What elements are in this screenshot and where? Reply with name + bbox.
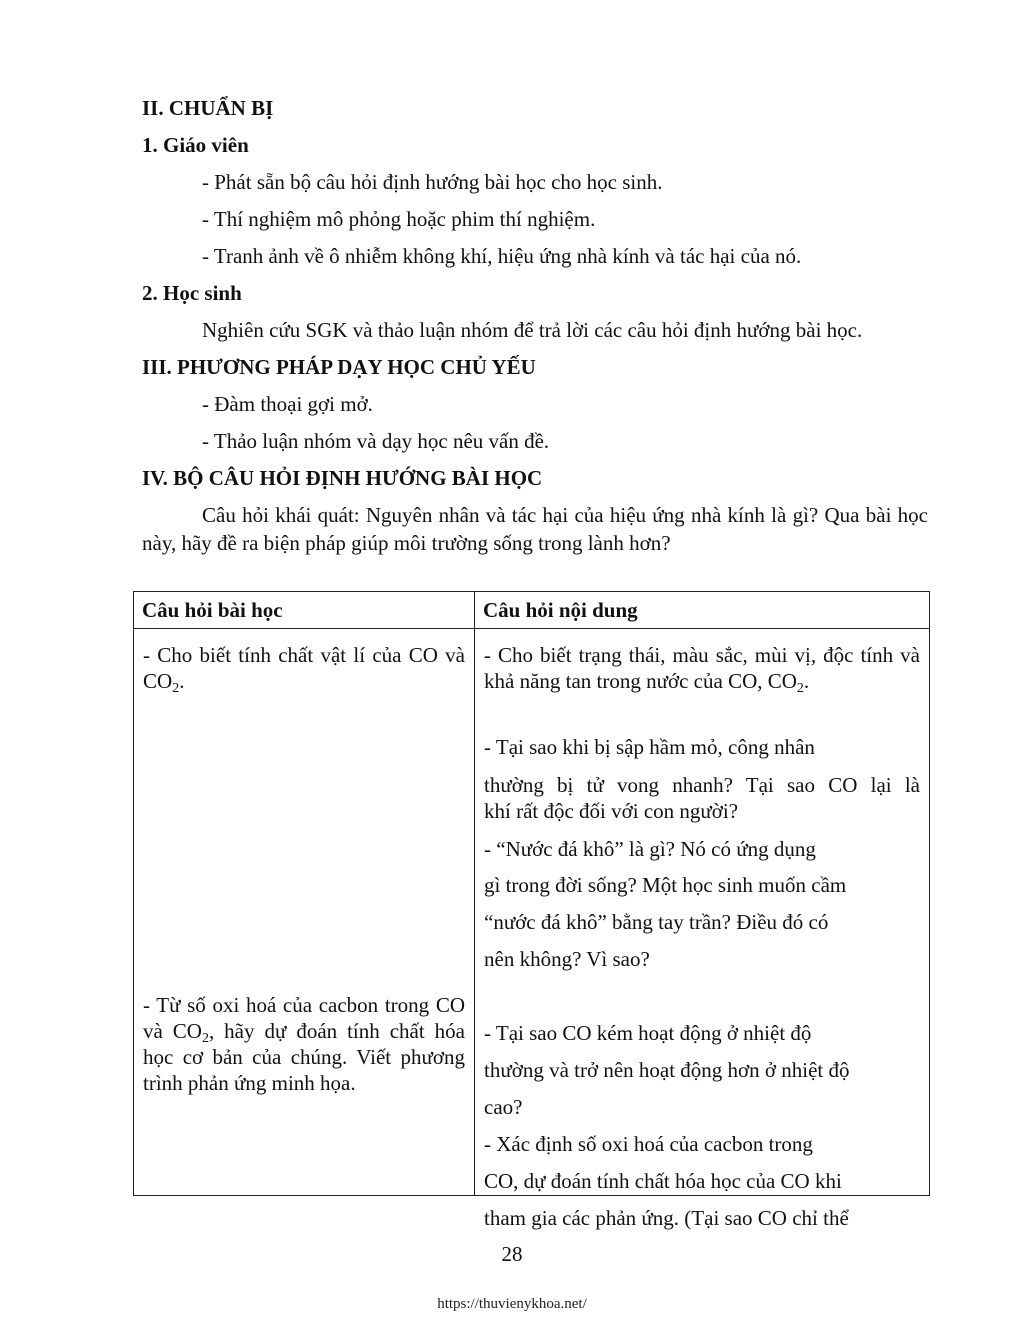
content-question-line: cao?: [484, 1095, 523, 1119]
document-body: [142, 94, 928, 557]
subheading-student: 2. Học sinh: [142, 281, 242, 305]
lesson-question-physical-properties: - Cho biết tính chất vật lí của CO và $CO_2$.: [143, 643, 465, 696]
content-question-line: - Xác định số oxi hoá của cacbon trong: [484, 1132, 813, 1156]
teacher-item: - Thí nghiệm mô phỏng hoặc phim thí nghiệm.: [202, 207, 596, 231]
table-header-lesson-questions: Câu hỏi bài học: [142, 598, 283, 622]
table-header-row: [134, 592, 930, 629]
section-heading-question-set: IV. BỘ CÂU HỎI ĐỊNH HƯỚNG BÀI HỌC: [142, 466, 543, 490]
student-paragraph: Nghiên cứu SGK và thảo luận nhóm để trả lời các câu hỏi định hướng bài học.: [202, 318, 863, 342]
content-question-line: - Tại sao CO kém hoạt động ở nhiệt độ: [484, 1021, 812, 1045]
table-row: [134, 629, 930, 1196]
content-question-line: - Tại sao khi bị sập hầm mỏ, công nhân: [484, 735, 815, 759]
method-item: - Thảo luận nhóm và dạy học nêu vấn đề.: [202, 429, 550, 453]
table-header-content-questions: Câu hỏi nội dung: [483, 598, 638, 622]
section-heading-methods: III. PHƯƠNG PHÁP DẠY HỌC CHỦ YẾU: [142, 355, 536, 379]
content-question-line: thường và trở nên hoạt động hơn ở nhiệt độ: [484, 1058, 850, 1082]
content-question-line: thường bị tử vong nhanh? Tại sao CO lại là: [484, 773, 920, 797]
page-number: 28: [501, 1242, 523, 1266]
question-table: [133, 591, 930, 1230]
lesson-question-chemical-properties: - Từ số oxi hoá của cacbon trong CO và $CO_2$, hãy dự đoán tính chất hóa học cơ bản của chúng. Viết phương trình phản ứng minh họa.: [143, 993, 465, 1095]
content-question-line: tham gia các phản ứng. (Tại sao CO chỉ thể: [484, 1206, 849, 1230]
lesson-questions-cell: [134, 629, 474, 1195]
content-question-line: nên không? Vì sao?: [484, 947, 650, 971]
section-heading-preparation: II. CHUẨN BỊ: [142, 96, 274, 120]
general-question-paragraph: Câu hỏi khái quát: Nguyên nhân và tác hại của hiệu ứng nhà kính là gì? Qua bài học này, hãy đề ra biện pháp giúp môi trường sống trong lành hơn?: [142, 503, 928, 555]
teacher-item: - Tranh ảnh về ô nhiễm không khí, hiệu ứng nhà kính và tác hại của nó.: [202, 244, 802, 268]
subheading-teacher: 1. Giáo viên: [142, 133, 249, 157]
footer-url[interactable]: https://thuvienykhoa.net/: [437, 1296, 587, 1312]
method-item: - Đàm thoại gợi mở.: [202, 392, 373, 416]
content-question-line: gì trong đời sống? Một học sinh muốn cầm: [484, 873, 847, 897]
content-questions-cell: [475, 629, 929, 1230]
teacher-item: - Phát sẵn bộ câu hỏi định hướng bài học cho học sinh.: [202, 170, 663, 194]
content-question-line: CO, dự đoán tính chất hóa học của CO khi: [484, 1169, 842, 1193]
content-question-properties: - Cho biết trạng thái, màu sắc, mùi vị, độc tính và khả năng tan trong nước của CO, $CO_2$.: [484, 643, 920, 696]
content-question-line: “nước đá khô” bằng tay trần? Điều đó có: [484, 910, 829, 934]
content-question-line: khí rất độc đối với con người?: [484, 799, 739, 823]
content-question-line: - “Nước đá khô” là gì? Nó có ứng dụng: [484, 837, 816, 861]
